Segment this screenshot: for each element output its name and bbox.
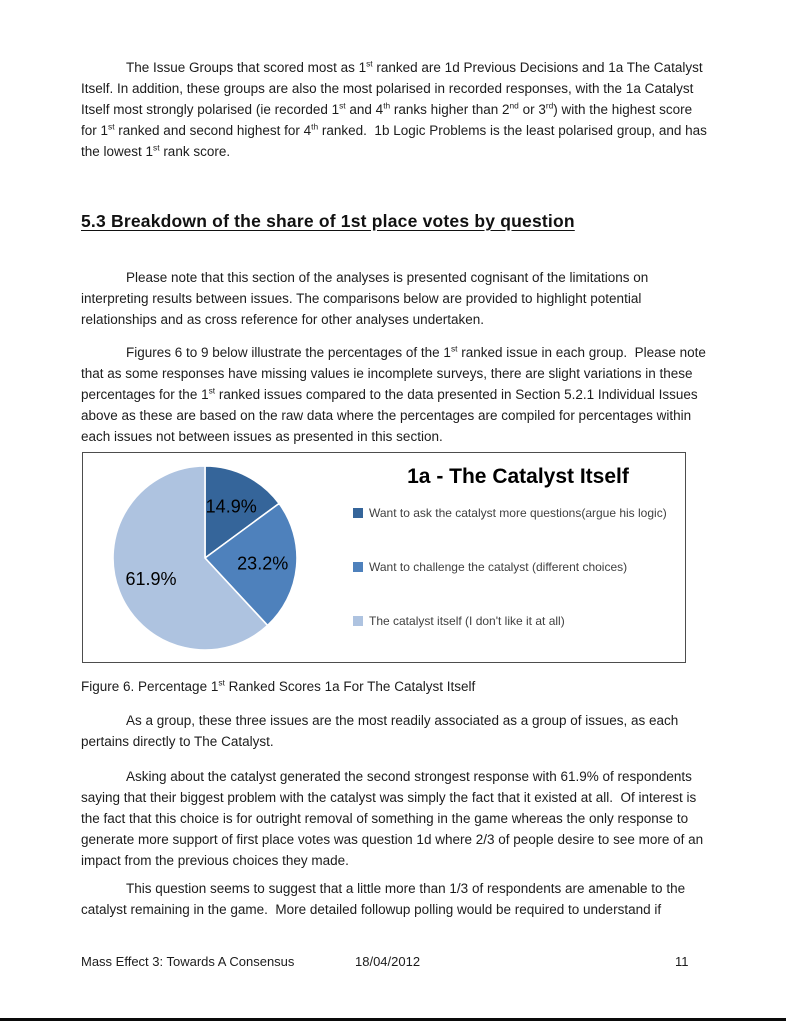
legend-item <box>353 613 683 667</box>
chart-legend <box>353 505 683 667</box>
figure-6-frame <box>82 452 686 663</box>
section-heading: 5.3 Breakdown of the share of 1st place votes by question <box>81 211 575 231</box>
bottom-rule <box>0 1018 786 1021</box>
pie-data-label: 14.9% <box>205 496 257 517</box>
chart-title: 1a - The Catalyst Itself <box>407 465 629 488</box>
legend-label: Want to challenge the catalyst (different choices) <box>369 560 628 574</box>
legend-swatch-icon <box>353 508 363 518</box>
paragraph-group: As a group, these three issues are the most readily associated as a group of issues, as each pertains directly to The Catalyst. <box>81 713 683 749</box>
chart-right-panel <box>353 453 683 662</box>
legend-item <box>353 505 683 559</box>
legend-swatch-icon <box>353 616 363 626</box>
paragraph-asking: Asking about the catalyst generated the second strongest response with 61.9% of respondents saying that their biggest problem with the catalyst was simply the fact that it existed at all. Of interest is the fact that this choice is for outright removal of something in the game whereas the only response to generate more support of first place votes was question 1d where 2/3 of people desire to see more of an impact from the previous choices they made. <box>81 769 707 868</box>
paragraph-question: This question seems to suggest that a little more than 1/3 of respondents are amenable to the catalyst remaining in the game. More detailed followup polling would be required to understand if <box>81 881 689 917</box>
legend-item <box>353 559 683 613</box>
paragraph-intro: The Issue Groups that scored most as 1st ranked are 1d Previous Decisions and 1a The Catalyst Itself. In addition, these groups are also the most polarised in recorded responses, with the 1a Catalyst Itself most strongly polarised (ie recorded 1st and 4th ranks higher than 2nd or 3rd) with the highest score for 1st ranked and second highest for 4th ranked. 1b Logic Problems is the least polarised group, and has the lowest 1st rank score. <box>81 58 711 159</box>
pie-chart <box>95 458 315 658</box>
pie-data-label: 23.2% <box>237 553 289 574</box>
legend-label: Want to ask the catalyst more questions(argue his logic) <box>369 506 667 520</box>
paragraph-note: Please note that this section of the analyses is presented cognisant of the limitations on interpreting results between issues. The comparisons below are provided to highlight potential relationships and as cross reference for other analyses undertaken. <box>81 270 653 327</box>
footer-date: 18/04/2012 <box>355 954 421 969</box>
paragraph-figures-intro: Figures 6 to 9 below illustrate the percentages of the 1st ranked issue in each group. Please note that as some responses have missing values ie incomplete surveys, there are slight variations in these percentages for the 1st ranked issues compared to the data presented in Section 5.2.1 Individual Issues above as these are based on the raw data where the percentages are compiled for percentages within each issues not between issues as presented in this section. <box>81 343 710 444</box>
legend-swatch-icon <box>353 562 363 572</box>
figure-caption: Figure 6. Percentage 1st Ranked Scores 1a For The Catalyst Itself <box>81 677 476 694</box>
pie-data-label: 61.9% <box>125 569 177 590</box>
footer-page-number: 11 <box>675 954 689 969</box>
footer-document-title: Mass Effect 3: Towards A Consensus <box>81 954 295 969</box>
legend-label: The catalyst itself (I don't like it at all) <box>369 614 565 628</box>
